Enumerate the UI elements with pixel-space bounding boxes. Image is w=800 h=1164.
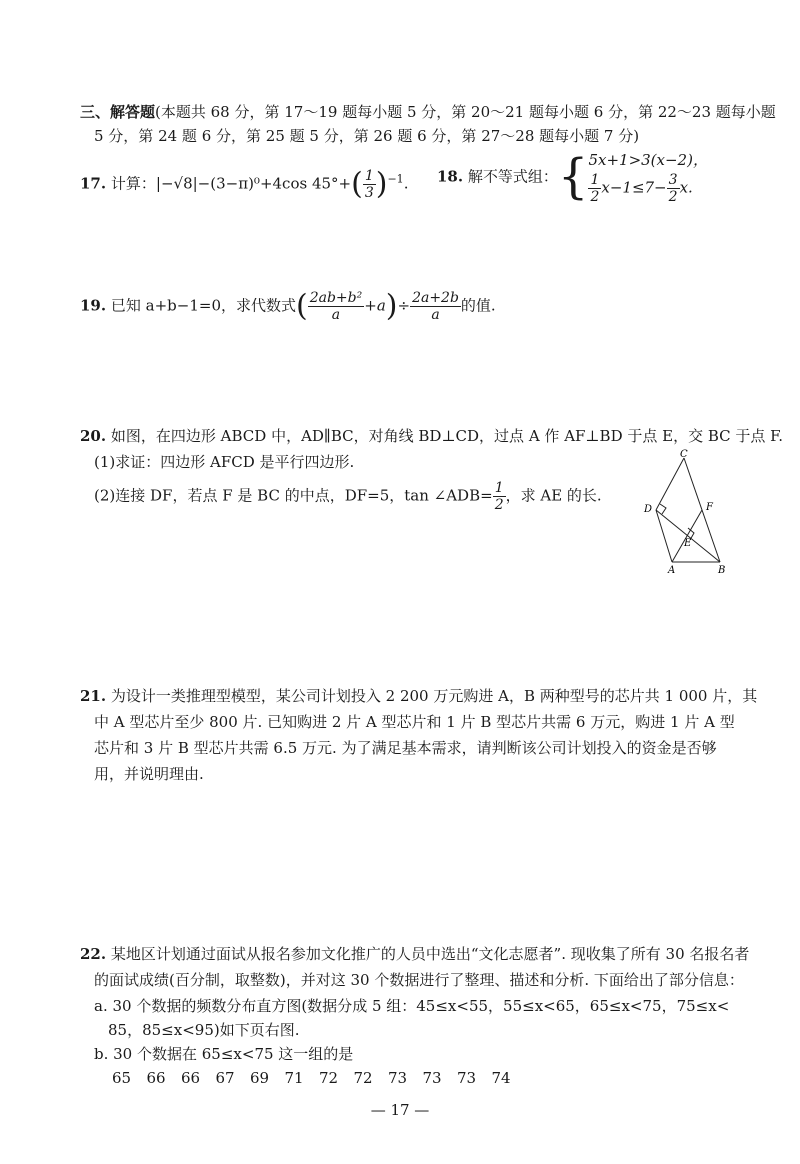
q22-data-row — [112, 1068, 526, 1088]
q20-number: 20. — [80, 427, 107, 445]
q20-frac-num: 1 — [494, 480, 504, 496]
q18-frac-c-den: 2 — [668, 189, 678, 205]
label-a: A — [668, 565, 676, 576]
q18-frac-c — [667, 172, 680, 205]
data-value: 67 — [215, 1069, 235, 1087]
q17-lparen: ( — [351, 166, 363, 202]
q22-line-4: 85，85≤x<95)如下页右图. — [108, 1021, 300, 1039]
q17-prefix: 计算： — [110, 174, 156, 193]
q17-fraction — [363, 168, 376, 201]
data-value: 73 — [422, 1069, 442, 1087]
q19-fraction-2 — [410, 290, 461, 323]
q21-line-1: 为设计一类推理型模型，某公司计划投入 2 200 万元购进 A，B 两种型号的芯片共 1 000 片，其 — [110, 687, 758, 705]
data-value: 71 — [284, 1069, 304, 1087]
q19-f1-den: a — [331, 307, 341, 323]
section-label: 三、解答题 — [80, 103, 156, 121]
q20-figure — [636, 448, 740, 576]
seg-bd — [656, 510, 720, 562]
q17-frac-num: 1 — [364, 168, 374, 184]
data-value: 69 — [250, 1069, 270, 1087]
q21-line-2: 中 A 型芯片至少 800 片. 已知购进 2 片 A 型芯片和 1 片 B 型芯片共需 6 万元，购进 1 片 A 型 — [94, 713, 735, 731]
q19-lparen: ( — [296, 288, 308, 324]
q19-fraction-1 — [308, 290, 365, 323]
q18-system — [588, 148, 708, 205]
q19-f2-num: 2a+2b — [412, 290, 459, 306]
q20-stem: 如图，在四边形 ABCD 中，AD∥BC，对角线 BD⊥CD，过点 A 作 AF⊥BD 于点 E，交 BC 于点 F. — [110, 427, 784, 445]
q21-line-4: 用，并说明理由. — [94, 765, 204, 783]
section-desc-2: 5 分，第 24 题 6 分，第 25 题 5 分，第 26 题 6 分，第 27～28 题每小题 7 分) — [94, 127, 640, 145]
data-value: 74 — [491, 1069, 511, 1087]
q20-part1: (1)求证：四边形 AFCD 是平行四边形. — [94, 453, 355, 471]
data-value: 72 — [319, 1069, 339, 1087]
q20-part2-a: (2)连接 DF，若点 F 是 BC 的中点，DF=5，tan ∠ADB= — [94, 486, 493, 505]
question-22 — [80, 944, 749, 964]
q17-end: . — [403, 174, 409, 193]
q18-line2-mid: x−1≤7− — [601, 178, 667, 197]
q19-div: ÷ — [397, 296, 411, 315]
question-18 — [437, 148, 708, 205]
q18-frac-c-num: 3 — [668, 172, 678, 188]
seg-af — [672, 510, 702, 562]
q18-line1: 5x+1>3(x−2)， — [588, 151, 708, 169]
seg-cd — [656, 458, 684, 510]
q17-rparen: ) — [375, 166, 388, 202]
question-19 — [80, 290, 496, 323]
data-value: 65 — [112, 1069, 132, 1087]
data-value: 66 — [146, 1069, 166, 1087]
q17-expr: |−√8|−(3−π)⁰+4cos 45°+ — [155, 174, 352, 193]
q22-line-3: a. 30 个数据的频数分布直方图(数据分成 5 组：45≤x<55，55≤x<65，65≤x<75，75≤x< — [94, 997, 730, 1015]
q21-number: 21. — [80, 687, 107, 705]
q19-number: 19. — [80, 296, 107, 315]
q19-suffix: 的值. — [460, 296, 496, 315]
q18-frac-a-num: 1 — [590, 172, 600, 188]
label-d: D — [644, 504, 653, 515]
q18-frac-a — [588, 172, 601, 205]
section-header — [80, 102, 776, 122]
q21-line-3: 芯片和 3 片 B 型芯片共需 6.5 万元. 为了满足基本需求，请判断该公司计划投入的资金是否够 — [94, 739, 717, 757]
q20-fraction — [493, 480, 506, 513]
q22-line-1: 某地区计划通过面试从报名参加文化推广的人员中选出“文化志愿者”. 现收集了所有 30 名报名者 — [110, 945, 750, 963]
q17-number: 17. — [80, 174, 107, 193]
q22-line-5: b. 30 个数据在 65≤x<75 这一组的是 — [94, 1045, 354, 1063]
q17-frac-den: 3 — [364, 185, 374, 201]
q19-f2-den: a — [431, 307, 440, 323]
q18-line2-end: x. — [679, 178, 693, 197]
q19-prefix: 已知 a+b−1=0，求代数式 — [110, 296, 296, 315]
right-angle-d — [660, 504, 666, 514]
seg-da — [656, 510, 672, 562]
question-20 — [80, 426, 783, 446]
q17-exponent: −1 — [387, 172, 404, 186]
label-e: E — [684, 538, 692, 549]
q20-part2-b: ，求 AE 的长. — [505, 486, 602, 505]
q19-f1-num: 2ab+b² — [309, 290, 363, 306]
data-value: 73 — [457, 1069, 477, 1087]
q19-rparen: ) — [385, 288, 398, 324]
q20-part2 — [94, 480, 602, 513]
label-f: F — [706, 502, 713, 513]
data-value: 72 — [353, 1069, 373, 1087]
label-c: C — [680, 449, 688, 460]
q18-number: 18. — [437, 167, 464, 186]
data-value: 66 — [181, 1069, 201, 1087]
q18-line2 — [588, 172, 708, 205]
q18-frac-a-den: 2 — [590, 189, 600, 205]
question-21 — [80, 686, 757, 706]
data-value: 73 — [388, 1069, 408, 1087]
q22-number: 22. — [80, 945, 107, 963]
q18-brace: { — [557, 148, 589, 205]
page-number: — 17 — — [370, 1101, 430, 1119]
q18-prefix: 解不等式组： — [467, 167, 558, 186]
label-b: B — [718, 565, 726, 576]
question-17 — [80, 168, 408, 201]
q20-frac-den: 2 — [494, 497, 504, 513]
q19-plus-a: +a — [364, 296, 386, 315]
q22-line-2: 的面试成绩(百分制，取整数)，并对这 30 个数据进行了整理、描述和分析. 下面给出了部分信息： — [94, 971, 744, 989]
section-desc: (本题共 68 分，第 17～19 题每小题 5 分，第 20～21 题每小题 6 分，第 22～23 题每小题 — [155, 103, 776, 121]
